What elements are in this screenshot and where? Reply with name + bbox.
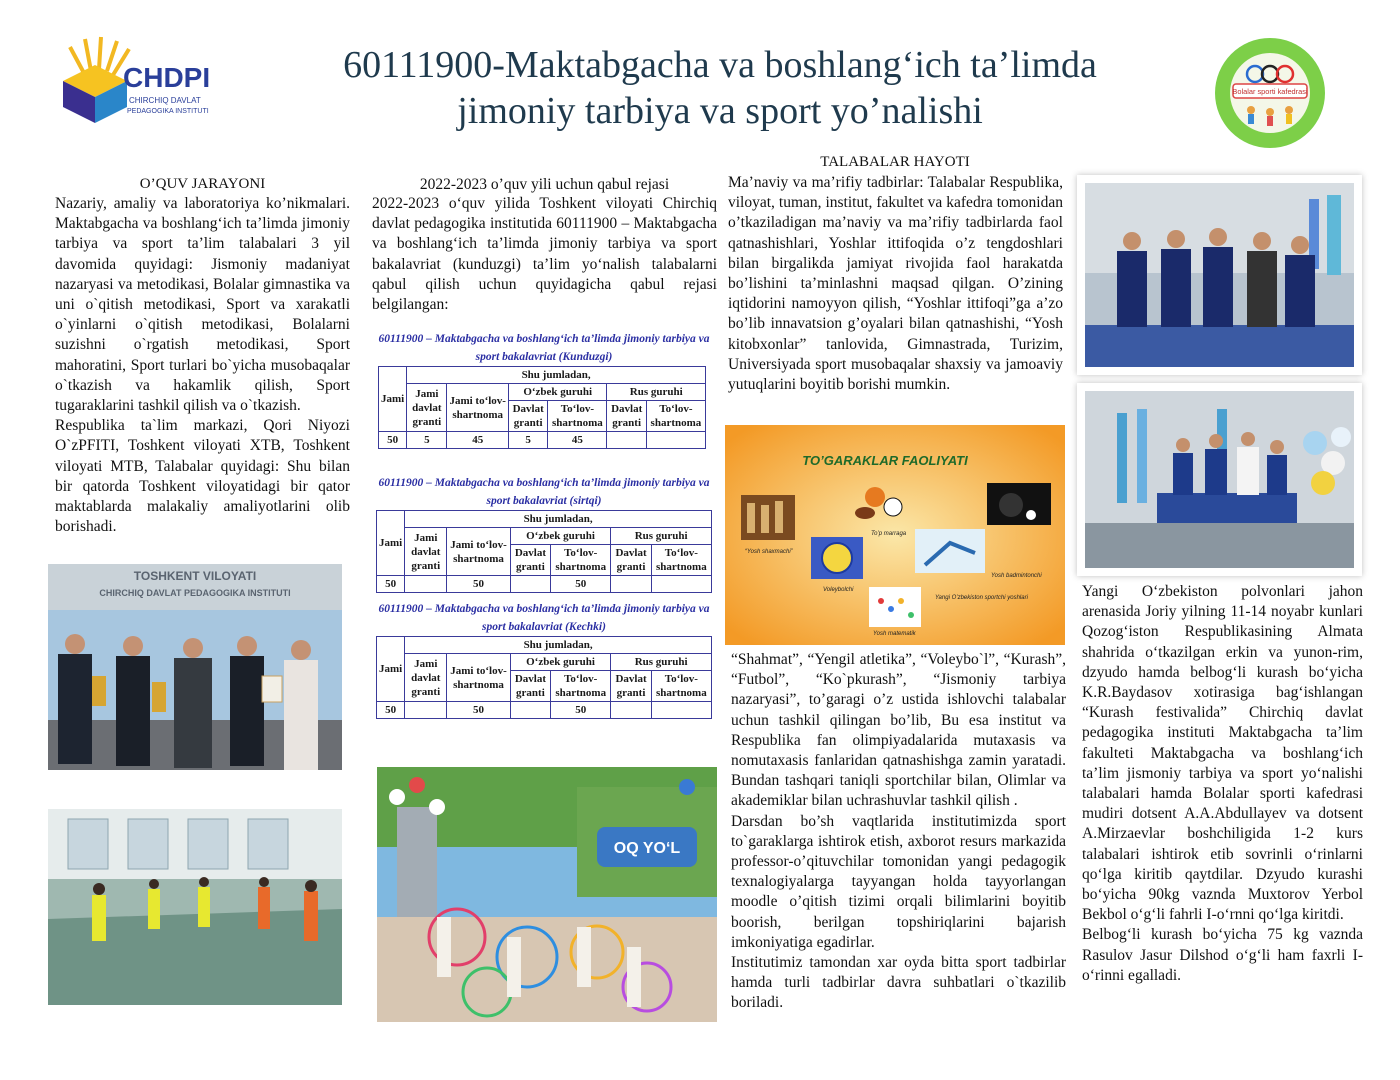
svg-text:CHIRCHIQ DAVLAT: CHIRCHIQ DAVLAT — [129, 96, 201, 105]
svg-text:“Yosh shaxmachi”: “Yosh shaxmachi” — [745, 549, 793, 555]
svg-text:Bolalar sporti kafedrasi: Bolalar sporti kafedrasi — [1232, 87, 1308, 96]
svg-text:Yosh badmintonchi: Yosh badmintonchi — [991, 573, 1042, 579]
gym-photo — [48, 809, 342, 1005]
kafedra-logo — [1215, 38, 1325, 148]
col3-text-bottom: “Shahmat”, “Yengil atletika”, “Voleybo`l”, “Kurash”, “Futbol”, “Ko`pkurash”, “Jismoniy tarbiya nazaryasi”, to’garagi o’z ustida ishlovchi talabalar uchun tashkil qilingan bo’lib, Bu esa institut va Respublika fan olimpiyadalarida mutaxasis va nomutaxasis fanlaridan qatnashishga zamin yaratadi. Bundan tashqari taniqli sportchilar bilan, Olimlar va akademiklar bilan uchrashuvlar tashkil qilish . Darsdan bo’sh vaqtlarida institutimizda sport to`garaklarga ishtirok etish, axborot resurs markazida professor-o’qituvchilar tomonidan yangi pedagogik texnalogiyalarga tayyangan holda tayyorlangan moodle o’qitish tizimi orqali bilimlarini boyitib boorish, berilgan topshiriqlarini bajarish imkoniyatiga egadirlar. Institutimiz tamondan xar oyda bitta sport tadbirlar hamda turli tadbirlar davra suhbatlari o`tkazilib boriladi. — [731, 651, 1066, 1012]
svg-text:Yosh matematik: Yosh matematik — [873, 631, 916, 637]
table-row: 50 50 50 — [377, 576, 712, 593]
kids-icon — [1247, 106, 1293, 126]
logo-text: CHDPI — [123, 62, 211, 93]
admission-table-1: 60111900 – Maktabgacha va boshlang‘ich ta’limda jimoniy tarbiya va sport bakalavriat (Kunduzgi) Jami Shu jumladan, Jami davlat granti Jami to‘lov-shartnoma O‘zbek guruhi Rus guruhi Davlat granti To‘lov-shartnoma Davlat granti To‘lov-shartnoma 50 5 45 5 45 — [368, 330, 720, 449]
col3-heading: TALABALAR HAYOTI — [820, 154, 970, 170]
svg-text:Voleybolchi: Voleybolchi — [823, 587, 854, 593]
col1-text: Nazariy, amaliy va laboratoriya ko’nikmalari. Maktabgacha va boshlang‘ich ta’limda jimoniy tarbiya va sport ta’lim talabalari 3 yil davomida quyidagi: Jismoniy madaniyat nazaryasi va metodikasi, Bolalar gimnastika va uni o`qitish metodikasi, Sport va xarakatli o`yinlarni o`qitish metodikasi, Bolalarni suzishni o`rgatish metodikasi, Sport mahoratini, Sport turlari bo`yicha musobaqalar o`tkazish va hakamlik qilish, Sport tugaraklarini tashkil qilish va o`tkazish. Respublika ta`lim markazi, Qori Niyozi O`zPFITI, Toshkent viloyati XTB, Toshkent viloyati MTB, Talabalar quyidagi: Shu bilan bir qatorda Toshkent viloyatidagi bir qator maktablarda malakaliy amaliyotlarini olib borishadi. — [55, 195, 350, 536]
gymnast-icon — [915, 529, 985, 573]
svg-text:TOSHKENT VILOYATI: TOSHKENT VILOYATI — [133, 569, 257, 583]
col4-text: Yangi O‘zbekiston polvonlari jahon arenasida Joriy yilning 11-14 noyabr kunlari Qozog‘iston Respublikasining Almata shahrida o‘tkazilgan erkin va yunon-rim, dzyudo hamda belbog‘li kurash bo‘yicha K.R.Baydasov xotirasiga bag‘ishlangan “Kurash festivalida” Chirchiq davlat pedagogika instituti Maktabgacha ta’lim fakulteti Maktabgacha va boshlang‘ich ta’lim jismoniy tarbiya va sport yo‘nalishi talabalari hamda Bolalar sporti kafedrasi mudiri dotsent A.A.Abdullayev va dotsent A.Mirzaevlar boshchiligida 1-2 kurs talabalari ishtirok etib sovrinli o‘rinlarni qo‘lga kiritib qaytdilar. Dzyudo kurashi bo‘yicha 90kg vaznda Muxtorov Yerbol Bekbol o‘g‘li fahrli I-o‘rnni qo‘lga kiritdi. Belbog‘li kurash bo‘yicha 75 kg vaznda Rasulov Jasur Dilshod o‘g‘li ham faxrli I-o‘rinni egalladi. — [1082, 583, 1363, 984]
banner-title: TO’GARAKLAR FAOLIYATI — [802, 453, 968, 468]
svg-text:To’p marraga: To’p marraga — [871, 531, 907, 537]
clubs-banner — [725, 425, 1065, 645]
chdpi-logo — [55, 35, 235, 125]
page-title: 60111900-Maktabgacha va boshlang‘ich ta’limda jimoniy tarbiya va sport yo’nalishi — [343, 44, 1097, 132]
volleyball-icon — [811, 537, 863, 579]
svg-text:OQ YO‘L: OQ YO‘L — [613, 840, 681, 857]
svg-text:PEDAGOGIKA INSTITUTI: PEDAGOGIKA INSTITUTI — [127, 108, 209, 115]
table-row: 50 50 50 — [377, 702, 712, 719]
svg-text:Yangi O’zbekiston sportchi yos: Yangi O’zbekiston sportchi yoshlari — [935, 595, 1028, 601]
col2-heading: 2022-2023 o’quv yili uchun qabul rejasi — [419, 176, 670, 193]
badminton-icon — [987, 483, 1051, 525]
svg-text:CHIRCHIQ DAVLAT PEDAGOGIKA INS: CHIRCHIQ DAVLAT PEDAGOGIKA INSTITUTI — [99, 588, 291, 598]
admission-table-2: 60111900 – Maktabgacha va boshlang‘ich ta’limda jimoniy tarbiya va sport bakalavriat (sirtqi) Jami Shu jumladan, Jami davlat granti Jami to‘lov-shartnoma O‘zbek guruhi Rus guruhi Davlat granti To‘lov-shartnoma Davlat granti To‘lov-shartnoma 50 50 50 — [368, 474, 720, 593]
wrestlers-photo-1 — [1077, 175, 1362, 375]
abacus-icon — [869, 587, 921, 627]
wrestlers-photo-2 — [1077, 383, 1362, 576]
festival-photo — [377, 767, 717, 1022]
table-row: 50 5 45 5 45 — [379, 432, 706, 449]
admission-table-3: 60111900 – Maktabgacha va boshlang‘ich ta’limda jimoniy tarbiya va sport bakalavriat (Kechki) Jami Shu jumladan, Jami davlat granti Jami to‘lov-shartnoma O‘zbek guruhi Rus guruhi Davlat granti To‘lov-shartnoma Davlat granti To‘lov-shartnoma 50 50 50 — [368, 600, 720, 719]
col2-text: 2022-2023 o‘quv yilida Toshkent viloyati Chirchiq davlat pedagogika institutida 60111900 – Maktabgacha va boshlang‘ich ta’limda jimoniy tarbiya va sport bakalavriat (kunduzgi) ta’lim yo‘nalish talabalarni qabul qilish uchun quyidagicha qabul rejasi belgilangan: — [372, 195, 717, 314]
award-photo — [48, 564, 342, 770]
col1-heading: O’QUV JARAYONI — [139, 176, 266, 192]
col3-text-top: Ma’naviy va ma’rifiy tadbirlar: Talabalar Respublika, viloyat, tuman, institut, fakultet va kafedra tomonidan o’tkaziladigan ma’naviy va ma’rifiy tadbirlarda faol qatnashishlari, Yoshlar ittifoqida o’z tengdoshlari bilan birgalikda jamiyat rivojida faol harakatda bo’lishini ta’minlashni maqsad qilgan. O’zining iqtidorini namoyyon qilish, “Yoshlar ittifoqi”ga a’zo bo’lib innavatsion g’oyalari bilan qatnashishi, “Yosh kitobxonlar” tanlovida, Gimnastrada, Turizim, Universiyada sport musobaqalar shaxsiy va jamoaviy yutuqlarini boyitib borishi mumkin. — [728, 174, 1063, 394]
chess-icon — [741, 495, 795, 540]
